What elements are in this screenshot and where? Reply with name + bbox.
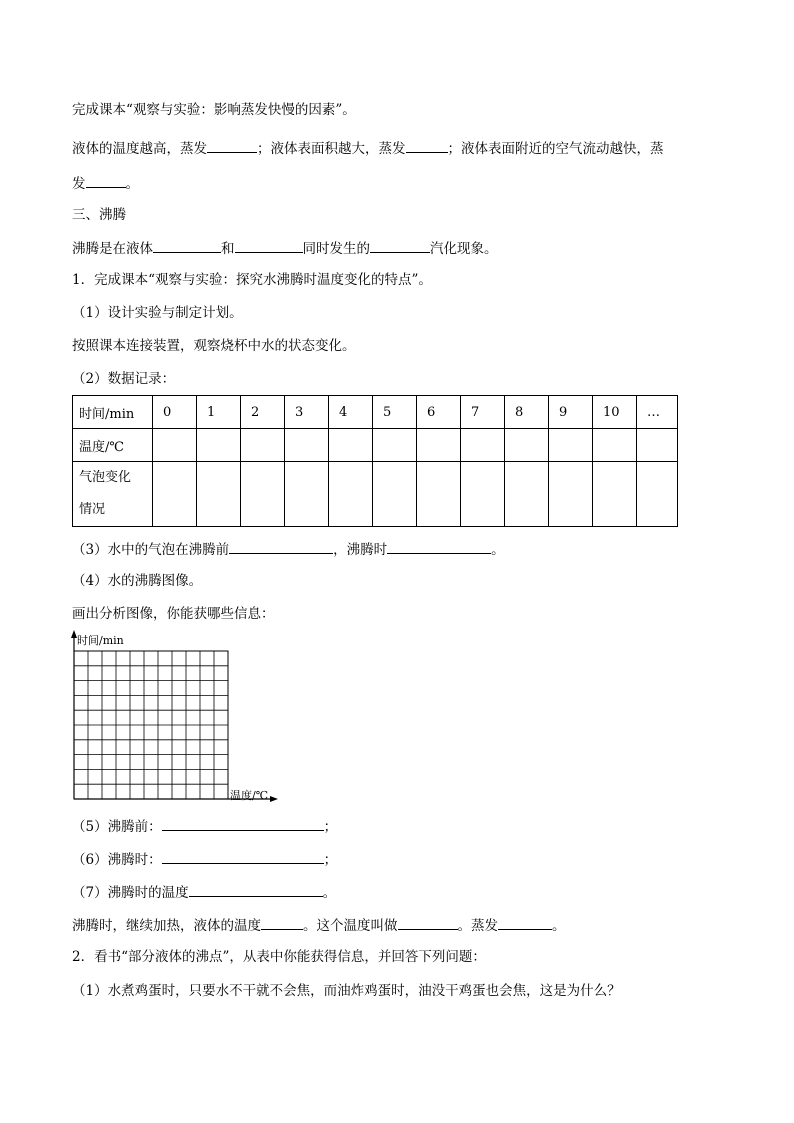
bubble-input-cell[interactable] (373, 462, 417, 527)
blank-boiling-point[interactable] (398, 914, 458, 930)
time-cell: 6 (417, 396, 461, 429)
graph-grid[interactable] (60, 627, 290, 807)
row-header-temperature: 温度/℃ (73, 429, 153, 462)
bubble-input-cell[interactable] (153, 462, 197, 527)
temp-input-cell[interactable] (373, 429, 417, 462)
time-cell: 8 (505, 396, 549, 429)
temp-input-cell[interactable] (637, 429, 678, 462)
blank-intensity[interactable] (370, 237, 430, 253)
boiling-definition: 沸腾是在液体 和 同时发生的 汽化现象。 (72, 237, 498, 257)
x-axis-label: 温度/℃ (230, 789, 269, 802)
time-cell: 2 (241, 396, 285, 429)
temp-input-cell[interactable] (461, 429, 505, 462)
temp-input-cell[interactable] (549, 429, 593, 462)
bubble-input-cell[interactable] (329, 462, 373, 527)
table-row-time (73, 396, 678, 429)
evaporation-factors-line-2: 发 。 (72, 172, 139, 192)
boiling-graph[interactable] (60, 627, 290, 807)
time-cell: 9 (549, 396, 593, 429)
blank-area[interactable] (406, 137, 448, 153)
bubble-input-cell[interactable] (417, 462, 461, 527)
temp-input-cell[interactable] (153, 429, 197, 462)
blank-before-boiling[interactable] (162, 815, 324, 831)
row-header-bubbles-line1: 气泡变化 (79, 470, 132, 485)
step-7: （7）沸腾时的温度 。 (72, 881, 336, 901)
bubble-input-cell[interactable] (197, 462, 241, 527)
blank-airflow[interactable] (86, 172, 126, 188)
time-cell: 1 (197, 396, 241, 429)
row-header-time: 时间/min (73, 396, 153, 429)
boiling-summary: 沸腾时，继续加热，液体的温度 。这个温度叫做 。蒸发 。 (72, 914, 566, 934)
blank-bubbles-before[interactable] (229, 538, 333, 554)
blank-inside[interactable] (235, 237, 303, 253)
step-2: （2）数据记录： (72, 371, 176, 387)
time-cell: 4 (329, 396, 373, 429)
table-row-bubbles (73, 462, 678, 527)
blank-evaporation[interactable] (498, 914, 552, 930)
section-heading-boiling: 三、沸腾 (72, 207, 126, 223)
temp-input-cell[interactable] (417, 429, 461, 462)
bubble-input-cell[interactable] (461, 462, 505, 527)
bubble-input-cell[interactable] (593, 462, 637, 527)
time-cell: 0 (153, 396, 197, 429)
temp-input-cell[interactable] (241, 429, 285, 462)
bubble-input-cell[interactable] (549, 462, 593, 527)
row-header-bubbles-line2: 情况 (79, 502, 106, 517)
blank-temp[interactable] (207, 137, 257, 153)
step-6: （6）沸腾时： ； (72, 848, 337, 868)
evaporation-factors-line: 液体的温度越高，蒸发 ；液体表面积越大，蒸发 ；液体表面附近的空气流动越快，蒸 (72, 137, 664, 157)
instruction-evaporation: 完成课本“观察与实验：影响蒸发快慢的因素”。 (72, 102, 356, 118)
step-1: （1）设计实验与制定计划。 (72, 305, 243, 321)
question-2: 2．看书“部分液体的沸点”，从表中你能获得信息，并回答下列问题： (72, 949, 486, 965)
time-cell: 7 (461, 396, 505, 429)
bubble-input-cell[interactable] (285, 462, 329, 527)
blank-during-boiling[interactable] (162, 848, 324, 864)
bubble-input-cell[interactable] (505, 462, 549, 527)
time-cell: 10 (593, 396, 637, 429)
blank-boiling-temp[interactable] (189, 881, 323, 897)
temp-input-cell[interactable] (593, 429, 637, 462)
step-5: （5）沸腾前： ； (72, 815, 337, 835)
question-2-1: （1）水煮鸡蛋时，只要水不干就不会焦，而油炸鸡蛋时，油没干鸡蛋也会焦，这是为什么？ (72, 983, 621, 999)
data-record-table (72, 395, 678, 527)
bubble-input-cell[interactable] (241, 462, 285, 527)
temp-input-cell[interactable] (197, 429, 241, 462)
step-4-desc: 画出分析图像，你能获哪些信息： (72, 606, 275, 622)
y-axis-label: 时间/min (77, 634, 124, 647)
question-1: 1．完成课本“观察与实验：探究水沸腾时温度变化的特点”。 (72, 272, 432, 288)
blank-surface[interactable] (153, 237, 221, 253)
blank-temp-constant[interactable] (261, 914, 303, 930)
x-axis-arrow-icon (270, 796, 278, 802)
step-3: （3）水中的气泡在沸腾前 ，沸腾时 。 (72, 538, 505, 558)
time-cell: 3 (285, 396, 329, 429)
time-cell: … (637, 396, 678, 429)
blank-bubbles-during[interactable] (387, 538, 491, 554)
table-row-temperature (73, 429, 678, 462)
time-cell: 5 (373, 396, 417, 429)
step-4: （4）水的沸腾图像。 (72, 573, 203, 589)
row-header-bubbles (73, 462, 153, 527)
bubble-input-cell[interactable] (637, 462, 678, 527)
temp-input-cell[interactable] (505, 429, 549, 462)
step-1-desc: 按照课本连接装置，观察烧杯中水的状态变化。 (72, 338, 356, 354)
temp-input-cell[interactable] (285, 429, 329, 462)
temp-input-cell[interactable] (329, 429, 373, 462)
